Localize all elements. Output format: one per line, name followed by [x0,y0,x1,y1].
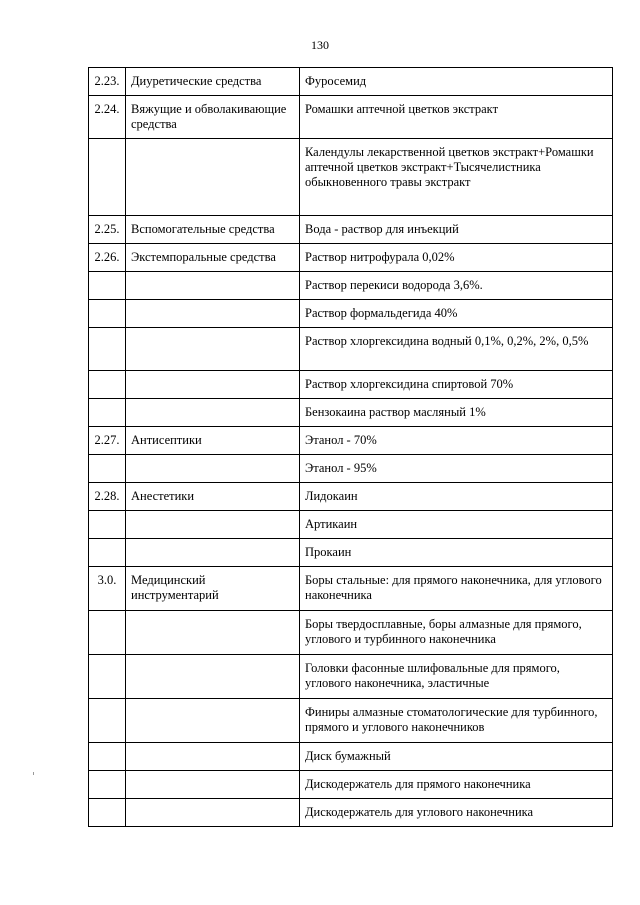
row-number [89,699,126,743]
row-item: Лидокаин [300,483,613,511]
row-number [89,611,126,655]
table-row [89,771,613,799]
table-row [89,328,613,371]
row-group [126,771,300,799]
row-item: Дискодержатель для прямого наконечника [300,771,613,799]
table-row [89,216,613,244]
row-number: 3.0. [89,567,126,611]
row-number [89,139,126,216]
row-group: Диуретические средства [126,68,300,96]
row-group [126,611,300,655]
table-row [89,799,613,827]
row-group [126,300,300,328]
row-number: 2.24. [89,96,126,139]
table-row [89,743,613,771]
table-row [89,611,613,655]
table-row [89,96,613,139]
row-group [126,455,300,483]
row-group: Вспомогательные средства [126,216,300,244]
row-group [126,328,300,371]
table-row [89,483,613,511]
row-item: Раствор хлоргексидина водный 0,1%, 0,2%, 2%, 0,5% [300,328,613,371]
row-item: Боры твердосплавные, боры алмазные для прямого, углового и турбинного наконечника [300,611,613,655]
row-group: Антисептики [126,427,300,455]
row-group: Экстемпоральные средства [126,244,300,272]
row-number [89,455,126,483]
margin-mark [33,772,34,775]
row-item: Прокаин [300,539,613,567]
row-item: Боры стальные: для прямого наконечника, для углового наконечника [300,567,613,611]
row-group [126,743,300,771]
row-number [89,799,126,827]
row-number [89,743,126,771]
row-number [89,328,126,371]
row-group [126,399,300,427]
row-number [89,300,126,328]
row-item: Раствор хлоргексидина спиртовой 70% [300,371,613,399]
row-group: Медицинский инструментарий [126,567,300,611]
row-number [89,771,126,799]
row-item: Этанол - 70% [300,427,613,455]
page-number: 130 [311,38,329,52]
table-row [89,455,613,483]
table-row [89,655,613,699]
row-item: Дискодержатель для углового наконечника [300,799,613,827]
medication-table [88,67,613,827]
row-number [89,399,126,427]
row-number [89,539,126,567]
row-number [89,511,126,539]
table-row [89,300,613,328]
row-item: Раствор формальдегида 40% [300,300,613,328]
table-row [89,139,613,216]
table-row [89,427,613,455]
row-group [126,371,300,399]
row-group [126,539,300,567]
table-row [89,511,613,539]
table-body [89,68,613,827]
row-group [126,799,300,827]
row-group: Анестетики [126,483,300,511]
row-item: Ромашки аптечной цветков экстракт [300,96,613,139]
row-item: Артикаин [300,511,613,539]
row-item: Головки фасонные шлифовальные для прямого, углового наконечника, эластичные [300,655,613,699]
row-number [89,272,126,300]
row-number: 2.25. [89,216,126,244]
row-item: Вода - раствор для инъекций [300,216,613,244]
table-row [89,68,613,96]
row-item: Раствор нитрофурала 0,02% [300,244,613,272]
table-row [89,272,613,300]
row-group [126,139,300,216]
table-row [89,244,613,272]
row-number: 2.23. [89,68,126,96]
row-number: 2.26. [89,244,126,272]
table-row [89,371,613,399]
row-number: 2.27. [89,427,126,455]
row-item: Бензокаина раствор масляный 1% [300,399,613,427]
table-row [89,539,613,567]
row-item: Этанол - 95% [300,455,613,483]
row-number [89,371,126,399]
row-group [126,699,300,743]
row-item: Финиры алмазные стоматологические для турбинного, прямого и углового наконечников [300,699,613,743]
row-number [89,655,126,699]
table-row [89,567,613,611]
row-group: Вяжущие и обволакивающие средства [126,96,300,139]
row-number: 2.28. [89,483,126,511]
table-row [89,399,613,427]
table-row [89,699,613,743]
row-group [126,655,300,699]
row-item: Раствор перекиси водорода 3,6%. [300,272,613,300]
row-group [126,272,300,300]
row-item: Диск бумажный [300,743,613,771]
row-item: Фуросемид [300,68,613,96]
row-item: Календулы лекарственной цветков экстракт+Ромашки аптечной цветков экстракт+Тысячелистника обыкновенного травы экстракт [300,139,613,216]
row-group [126,511,300,539]
